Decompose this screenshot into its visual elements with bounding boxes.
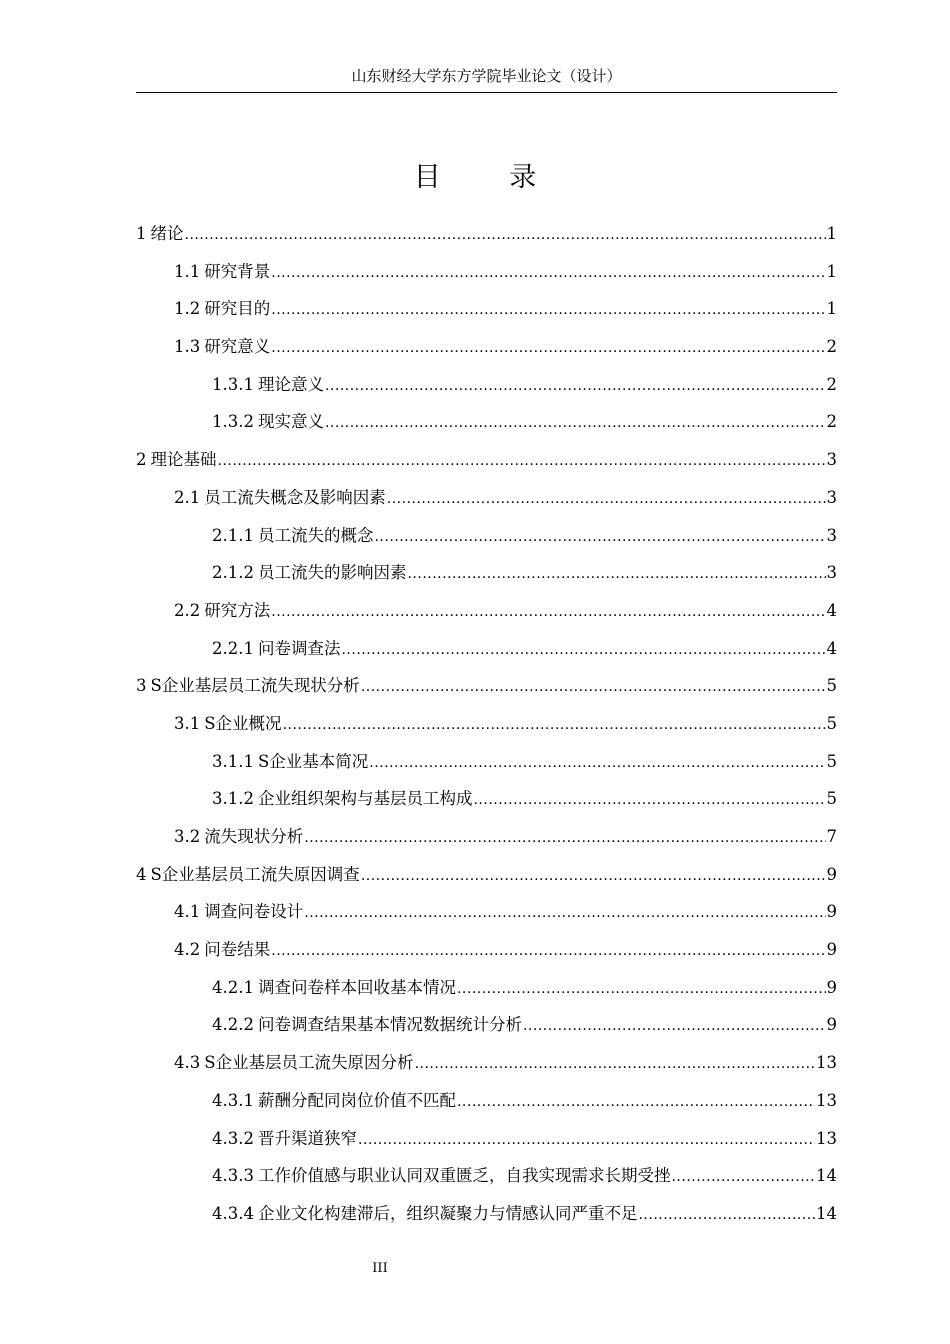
toc-entry-number: 3.2	[174, 827, 201, 846]
toc-entry-title: 晋升渠道狭窄	[257, 1128, 357, 1148]
toc-leader-dots	[283, 710, 826, 739]
toc-entry[interactable]	[136, 220, 837, 258]
toc-entry-number: 2.1.1	[212, 525, 254, 545]
toc-entry[interactable]	[136, 408, 837, 446]
toc-leader-dots	[358, 1125, 815, 1154]
toc-entry-number: 1.3.1	[212, 374, 254, 394]
toc-entry[interactable]	[136, 371, 837, 409]
toc-entry-page: 14	[816, 1203, 837, 1223]
toc-entry[interactable]	[136, 295, 837, 333]
toc-entry-title: 绪论	[150, 224, 184, 243]
toc-leader-dots	[304, 898, 825, 927]
toc-entry-page: 9	[826, 977, 837, 997]
toc-entry[interactable]	[136, 635, 837, 673]
toc-entry[interactable]	[136, 974, 837, 1012]
toc-entry[interactable]	[136, 710, 837, 748]
toc-entry-title: S企业基层员工流失现状分析	[150, 676, 360, 696]
table-of-contents	[136, 220, 837, 1238]
toc-entry[interactable]	[136, 522, 837, 560]
toc-entry[interactable]	[136, 1049, 837, 1087]
toc-entry[interactable]	[136, 1087, 837, 1125]
toc-leader-dots	[271, 258, 825, 287]
toc-entry-page: 3	[826, 487, 837, 507]
toc-entry-number: 4.3.2	[212, 1128, 254, 1148]
toc-entry-page: 3	[826, 525, 837, 545]
toc-entry-title: 研究方法	[204, 600, 271, 620]
toc-leader-dots	[407, 559, 825, 588]
toc-entry-title: 员工流失概念及影响因素	[204, 487, 386, 507]
toc-leader-dots	[271, 295, 825, 324]
toc-entry[interactable]	[136, 446, 837, 484]
toc-entry-page: 2	[826, 412, 837, 432]
toc-entry-page: 1	[826, 261, 837, 281]
page-footer	[0, 1260, 760, 1278]
header-text: 山东财经大学东方学院毕业论文（设计）	[351, 67, 622, 85]
toc-entry-number: 2.1.2	[212, 563, 254, 583]
toc-leader-dots	[218, 446, 826, 475]
toc-title: 目 录	[413, 162, 567, 193]
toc-entry-number: 4.3.3	[212, 1166, 254, 1186]
toc-entry-number: 4.3.1	[212, 1090, 254, 1110]
toc-entry-page: 2	[826, 374, 837, 394]
toc-entry-page: 9	[826, 902, 837, 922]
toc-entry-number: 1.2	[174, 299, 201, 319]
toc-leader-dots	[325, 408, 826, 437]
toc-entry-title: 理论意义	[257, 374, 324, 394]
toc-entry-page: 1	[826, 299, 837, 319]
toc-entry[interactable]	[136, 559, 837, 597]
toc-entry-title: 研究目的	[204, 299, 271, 319]
toc-entry[interactable]	[136, 1200, 837, 1238]
toc-entry-title: 员工流失的概念	[257, 525, 374, 545]
toc-entry-page: 9	[826, 940, 837, 960]
toc-entry-page: 9	[826, 1015, 837, 1035]
toc-entry-number: 2.2	[174, 600, 201, 620]
toc-entry-number: 3.1	[174, 713, 201, 733]
toc-entry-number: 4.3.4	[212, 1203, 254, 1223]
toc-entry[interactable]	[136, 1162, 837, 1200]
toc-entry[interactable]	[136, 672, 837, 710]
toc-entry[interactable]	[136, 1011, 837, 1049]
toc-entry-title: 企业文化构建滞后，组织凝聚力与情感认同严重不足	[257, 1203, 638, 1223]
toc-entry[interactable]	[136, 597, 837, 635]
toc-entry[interactable]	[136, 258, 837, 296]
toc-leader-dots	[671, 1162, 815, 1191]
page-number: III	[372, 1261, 388, 1276]
toc-entry-title: 工作价值感与职业认同双重匮乏，自我实现需求长期受挫	[257, 1166, 671, 1186]
toc-entry-number: 3.1.2	[212, 789, 254, 809]
toc-entry-page: 4	[826, 600, 837, 620]
toc-entry-page: 5	[826, 713, 837, 733]
toc-entry-title: 问卷调查结果基本情况数据统计分析	[257, 1015, 522, 1035]
toc-entry-number: 2	[136, 450, 147, 470]
toc-entry-title: 现实意义	[257, 412, 324, 432]
toc-entry-number: 3	[136, 676, 147, 696]
toc-entry[interactable]	[136, 748, 837, 786]
toc-entry[interactable]	[136, 484, 837, 522]
toc-entry-page: 14	[816, 1166, 837, 1186]
toc-entry-number: 1.3	[174, 337, 201, 357]
toc-leader-dots	[638, 1200, 815, 1229]
toc-entry-title: 问卷结果	[204, 940, 271, 960]
toc-leader-dots	[369, 748, 825, 777]
toc-leader-dots	[457, 1087, 815, 1116]
toc-entry-page: 13	[816, 1128, 837, 1148]
toc-leader-dots	[325, 371, 826, 400]
toc-leader-dots	[415, 1049, 815, 1078]
toc-entry-number: 1.3.2	[212, 412, 254, 432]
toc-entry[interactable]	[136, 1125, 837, 1163]
toc-leader-dots	[271, 936, 825, 965]
toc-leader-dots	[271, 597, 825, 626]
toc-entry-page: 3	[826, 563, 837, 583]
toc-entry-title: S企业概况	[204, 713, 282, 733]
toc-entry[interactable]	[136, 333, 837, 371]
toc-entry-number: 3.1.1	[212, 751, 254, 771]
toc-entry-number: 2.2.1	[212, 638, 254, 658]
toc-leader-dots	[341, 635, 825, 664]
toc-leader-dots	[457, 974, 826, 1003]
toc-leader-dots	[473, 785, 825, 814]
toc-leader-dots	[374, 522, 825, 551]
toc-entry-number: 4.2.1	[212, 977, 254, 997]
toc-entry-page: 13	[816, 1090, 837, 1110]
toc-entry-title: S企业基层员工流失原因调查	[150, 864, 360, 884]
toc-entry-title: 理论基础	[150, 450, 217, 470]
toc-entry-number: 4.3	[174, 1053, 201, 1073]
toc-entry-number: 4.2.2	[212, 1015, 254, 1035]
toc-entry[interactable]	[136, 785, 837, 823]
toc-entry-title: 薪酬分配同岗位价值不匹配	[257, 1090, 456, 1110]
toc-entry[interactable]	[136, 823, 837, 861]
toc-leader-dots	[304, 823, 825, 852]
toc-leader-dots	[271, 333, 825, 362]
toc-entry-page: 9	[826, 864, 837, 884]
toc-entry[interactable]	[136, 898, 837, 936]
toc-entry-title: 员工流失的影响因素	[257, 563, 407, 583]
toc-leader-dots	[361, 672, 826, 701]
toc-entry-number: 4.2	[174, 940, 201, 960]
toc-entry-page: 1	[826, 224, 837, 243]
toc-entry-page: 3	[826, 450, 837, 470]
toc-entry-title: 流失现状分析	[204, 827, 304, 846]
toc-entry-title: 调查问卷样本回收基本情况	[257, 977, 456, 997]
toc-entry-page: 2	[826, 337, 837, 357]
toc-entry-page: 13	[816, 1053, 837, 1073]
toc-entry-number: 1.1	[174, 261, 201, 281]
toc-entry-number: 4.1	[174, 902, 201, 922]
toc-entry-number: 2.1	[174, 487, 201, 507]
toc-entry[interactable]	[136, 936, 837, 974]
toc-entry-title: S企业基本简况	[257, 751, 369, 771]
toc-entry-title: 企业组织架构与基层员工构成	[257, 789, 473, 809]
toc-entry[interactable]	[136, 861, 837, 899]
toc-entry-title: 问卷调查法	[257, 638, 341, 658]
toc-entry-number: 1	[136, 224, 147, 243]
toc-entry-page: 7	[826, 827, 837, 846]
toc-entry-page: 5	[826, 676, 837, 696]
toc-leader-dots	[387, 484, 826, 513]
toc-leader-dots	[361, 861, 826, 890]
toc-entry-title: 调查问卷设计	[204, 902, 304, 922]
toc-entry-title: 研究背景	[204, 261, 271, 281]
toc-entry-page: 5	[826, 751, 837, 771]
toc-entry-page: 5	[826, 789, 837, 809]
toc-leader-dots	[185, 220, 826, 249]
toc-entry-page: 4	[826, 638, 837, 658]
toc-entry-title: S企业基层员工流失原因分析	[204, 1053, 414, 1073]
toc-entry-number: 4	[136, 864, 147, 884]
toc-entry-title: 研究意义	[204, 337, 271, 357]
page-header	[136, 66, 837, 93]
toc-leader-dots	[523, 1011, 826, 1040]
